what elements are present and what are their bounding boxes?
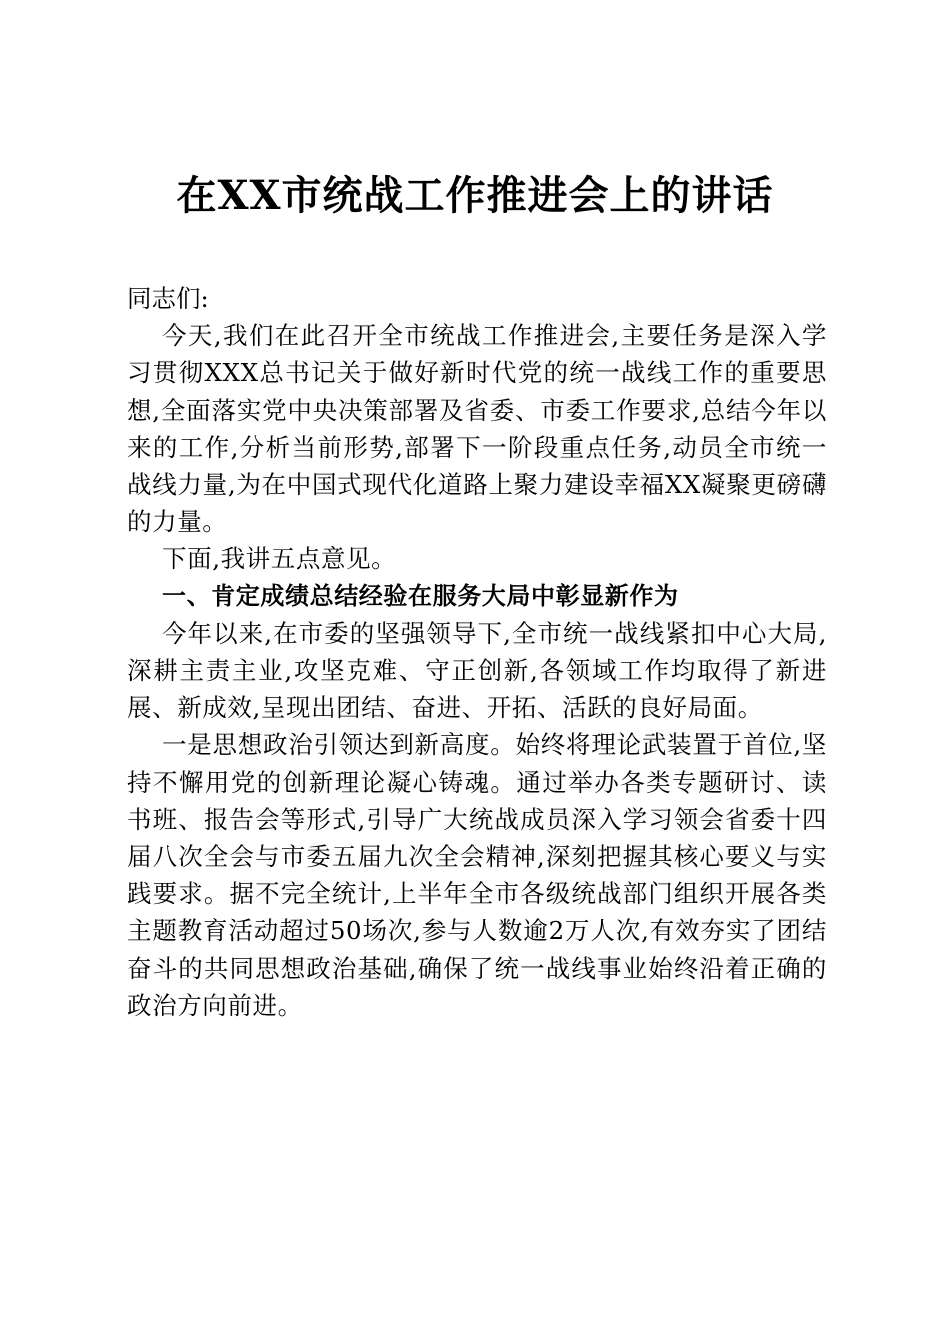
document-title: 在XX市统战工作推进会上的讲话 (176, 172, 774, 219)
section-paragraph: 一是思想政治引领达到新高度。始终将理论武装置于首位,坚持不懈用党的创新理论凝心铸魂。通过举办各类专题研讨、读书班、报告会等形式,引导广大统战成员深入学习领会省委十四届八次全会与市委五届九次全会精神,深刻把握其核心要义与实践要求。据不完全统计,上半年全市各级统战部门组织开展各类主题教育活动超过50场次,参与人数逾2万人次,有效夯实了团结奋斗的共同思想政治基础,确保了统一战线事业始终沿着正确的政治方向前进。 (127, 730, 827, 1020)
section-paragraph: 今年以来,在市委的坚强领导下,全市统一战线紧扣中心大局,深耕主责主业,攻坚克难、守正创新,各领域工作均取得了新进展、新成效,呈现出团结、奋进、开拓、活跃的良好局面。 (127, 618, 827, 723)
section-heading: 一、肯定成绩总结经验在服务大局中彰显新作为 (162, 581, 679, 610)
document-body (127, 280, 827, 1024)
outline-paragraph: 下面,我讲五点意见。 (162, 544, 397, 574)
salutation: 同志们: (127, 284, 209, 313)
opening-paragraph: 今天,我们在此召开全市统战工作推进会,主要任务是深入学习贯彻XXX总书记关于做好新时代党的统一战线工作的重要思想,全面落实党中央决策部署及省委、市委工作要求,总结今年以来的工作,分析当前形势,部署下一阶段重点任务,动员全市统一战线力量,为在中国式现代化道路上聚力建设幸福XX凝聚更磅礴的力量。 (127, 321, 827, 537)
